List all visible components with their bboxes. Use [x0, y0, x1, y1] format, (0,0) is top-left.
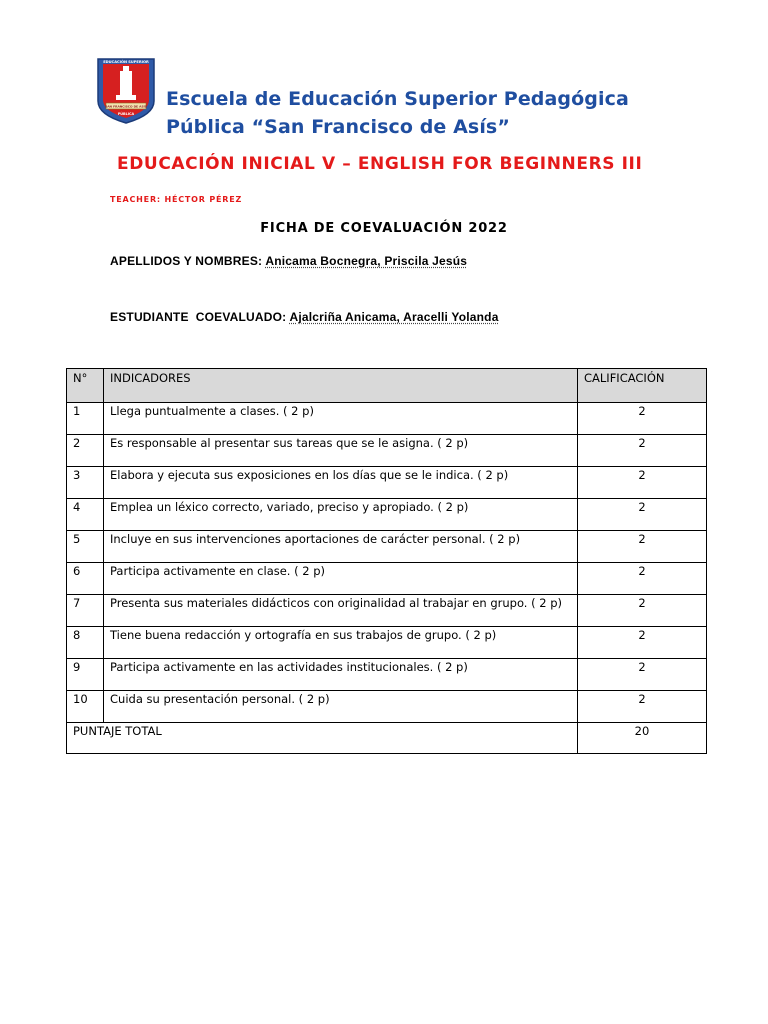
row-score: 2 — [578, 435, 707, 467]
row-indicator: Llega puntualmente a clases. ( 2 p) — [104, 403, 578, 435]
row-score: 2 — [578, 403, 707, 435]
row-score: 2 — [578, 467, 707, 499]
header-number: N° — [67, 369, 104, 403]
row-score: 2 — [578, 563, 707, 595]
school-name-line2: Pública “San Francisco de Asís” — [166, 116, 510, 138]
table-row — [67, 499, 707, 531]
row-indicator: Elabora y ejecuta sus exposiciones en los días que se le indica. ( 2 p) — [104, 467, 578, 499]
total-label: PUNTAJE TOTAL — [67, 723, 578, 754]
school-name-line1: Escuela de Educación Superior Pedagógica — [166, 88, 629, 110]
row-indicator: Es responsable al presentar sus tareas que se le asigna. ( 2 p) — [104, 435, 578, 467]
total-row — [67, 723, 707, 754]
row-score: 2 — [578, 531, 707, 563]
row-number: 8 — [67, 627, 104, 659]
logo-top-text: EDUCACIÓN SUPERIOR — [103, 60, 149, 65]
table-row — [67, 403, 707, 435]
table-row — [67, 659, 707, 691]
teacher-name: TEACHER: HÉCTOR PÉREZ — [110, 195, 243, 204]
form-title: FICHA DE COEVALUACIÓN 2022 — [260, 221, 508, 236]
row-number: 4 — [67, 499, 104, 531]
table-header-row — [67, 369, 707, 403]
row-score: 2 — [578, 499, 707, 531]
total-value: 20 — [578, 723, 707, 754]
names-value: Anicama Bocnegra, Priscila Jesús — [265, 254, 468, 268]
header-indicators: INDICADORES — [104, 369, 578, 403]
table-row — [67, 595, 707, 627]
row-indicator: Incluye en sus intervenciones aportaciones de carácter personal. ( 2 p) — [104, 531, 578, 563]
table-row — [67, 627, 707, 659]
row-number: 9 — [67, 659, 104, 691]
school-logo — [94, 57, 158, 125]
program-title: EDUCACIÓN INICIAL V – ENGLISH FOR BEGINNERS III — [117, 154, 643, 174]
row-score: 2 — [578, 691, 707, 723]
table-row — [67, 691, 707, 723]
evaluated-label: ESTUDIANTE COEVALUADO: — [110, 310, 287, 324]
names-field — [110, 254, 467, 268]
row-indicator: Presenta sus materiales didácticos con originalidad al trabajar en grupo. ( 2 p) — [104, 595, 578, 627]
row-indicator: Participa activamente en clase. ( 2 p) — [104, 563, 578, 595]
row-number: 6 — [67, 563, 104, 595]
header-score: CALIFICACIÓN — [578, 369, 707, 403]
row-number: 7 — [67, 595, 104, 627]
row-number: 3 — [67, 467, 104, 499]
logo-bottom-text: PÚBLICA — [117, 112, 135, 116]
row-score: 2 — [578, 595, 707, 627]
table-row — [67, 435, 707, 467]
row-indicator: Tiene buena redacción y ortografía en sus trabajos de grupo. ( 2 p) — [104, 627, 578, 659]
evaluation-table — [66, 368, 707, 754]
row-number: 2 — [67, 435, 104, 467]
row-score: 2 — [578, 627, 707, 659]
table-row — [67, 531, 707, 563]
table-row — [67, 467, 707, 499]
names-label: APELLIDOS Y NOMBRES: — [110, 254, 263, 268]
evaluated-value: Ajalcriña Anicama, Aracelli Yolanda — [289, 310, 499, 324]
row-indicator: Cuida su presentación personal. ( 2 p) — [104, 691, 578, 723]
row-indicator: Emplea un léxico correcto, variado, preciso y apropiado. ( 2 p) — [104, 499, 578, 531]
evaluated-field — [110, 310, 499, 324]
row-score: 2 — [578, 659, 707, 691]
row-indicator: Participa activamente en las actividades institucionales. ( 2 p) — [104, 659, 578, 691]
table-row — [67, 563, 707, 595]
row-number: 1 — [67, 403, 104, 435]
logo-ribbon-text: SAN FRANCISCO DE ASÍS — [105, 104, 147, 109]
row-number: 10 — [67, 691, 104, 723]
row-number: 5 — [67, 531, 104, 563]
